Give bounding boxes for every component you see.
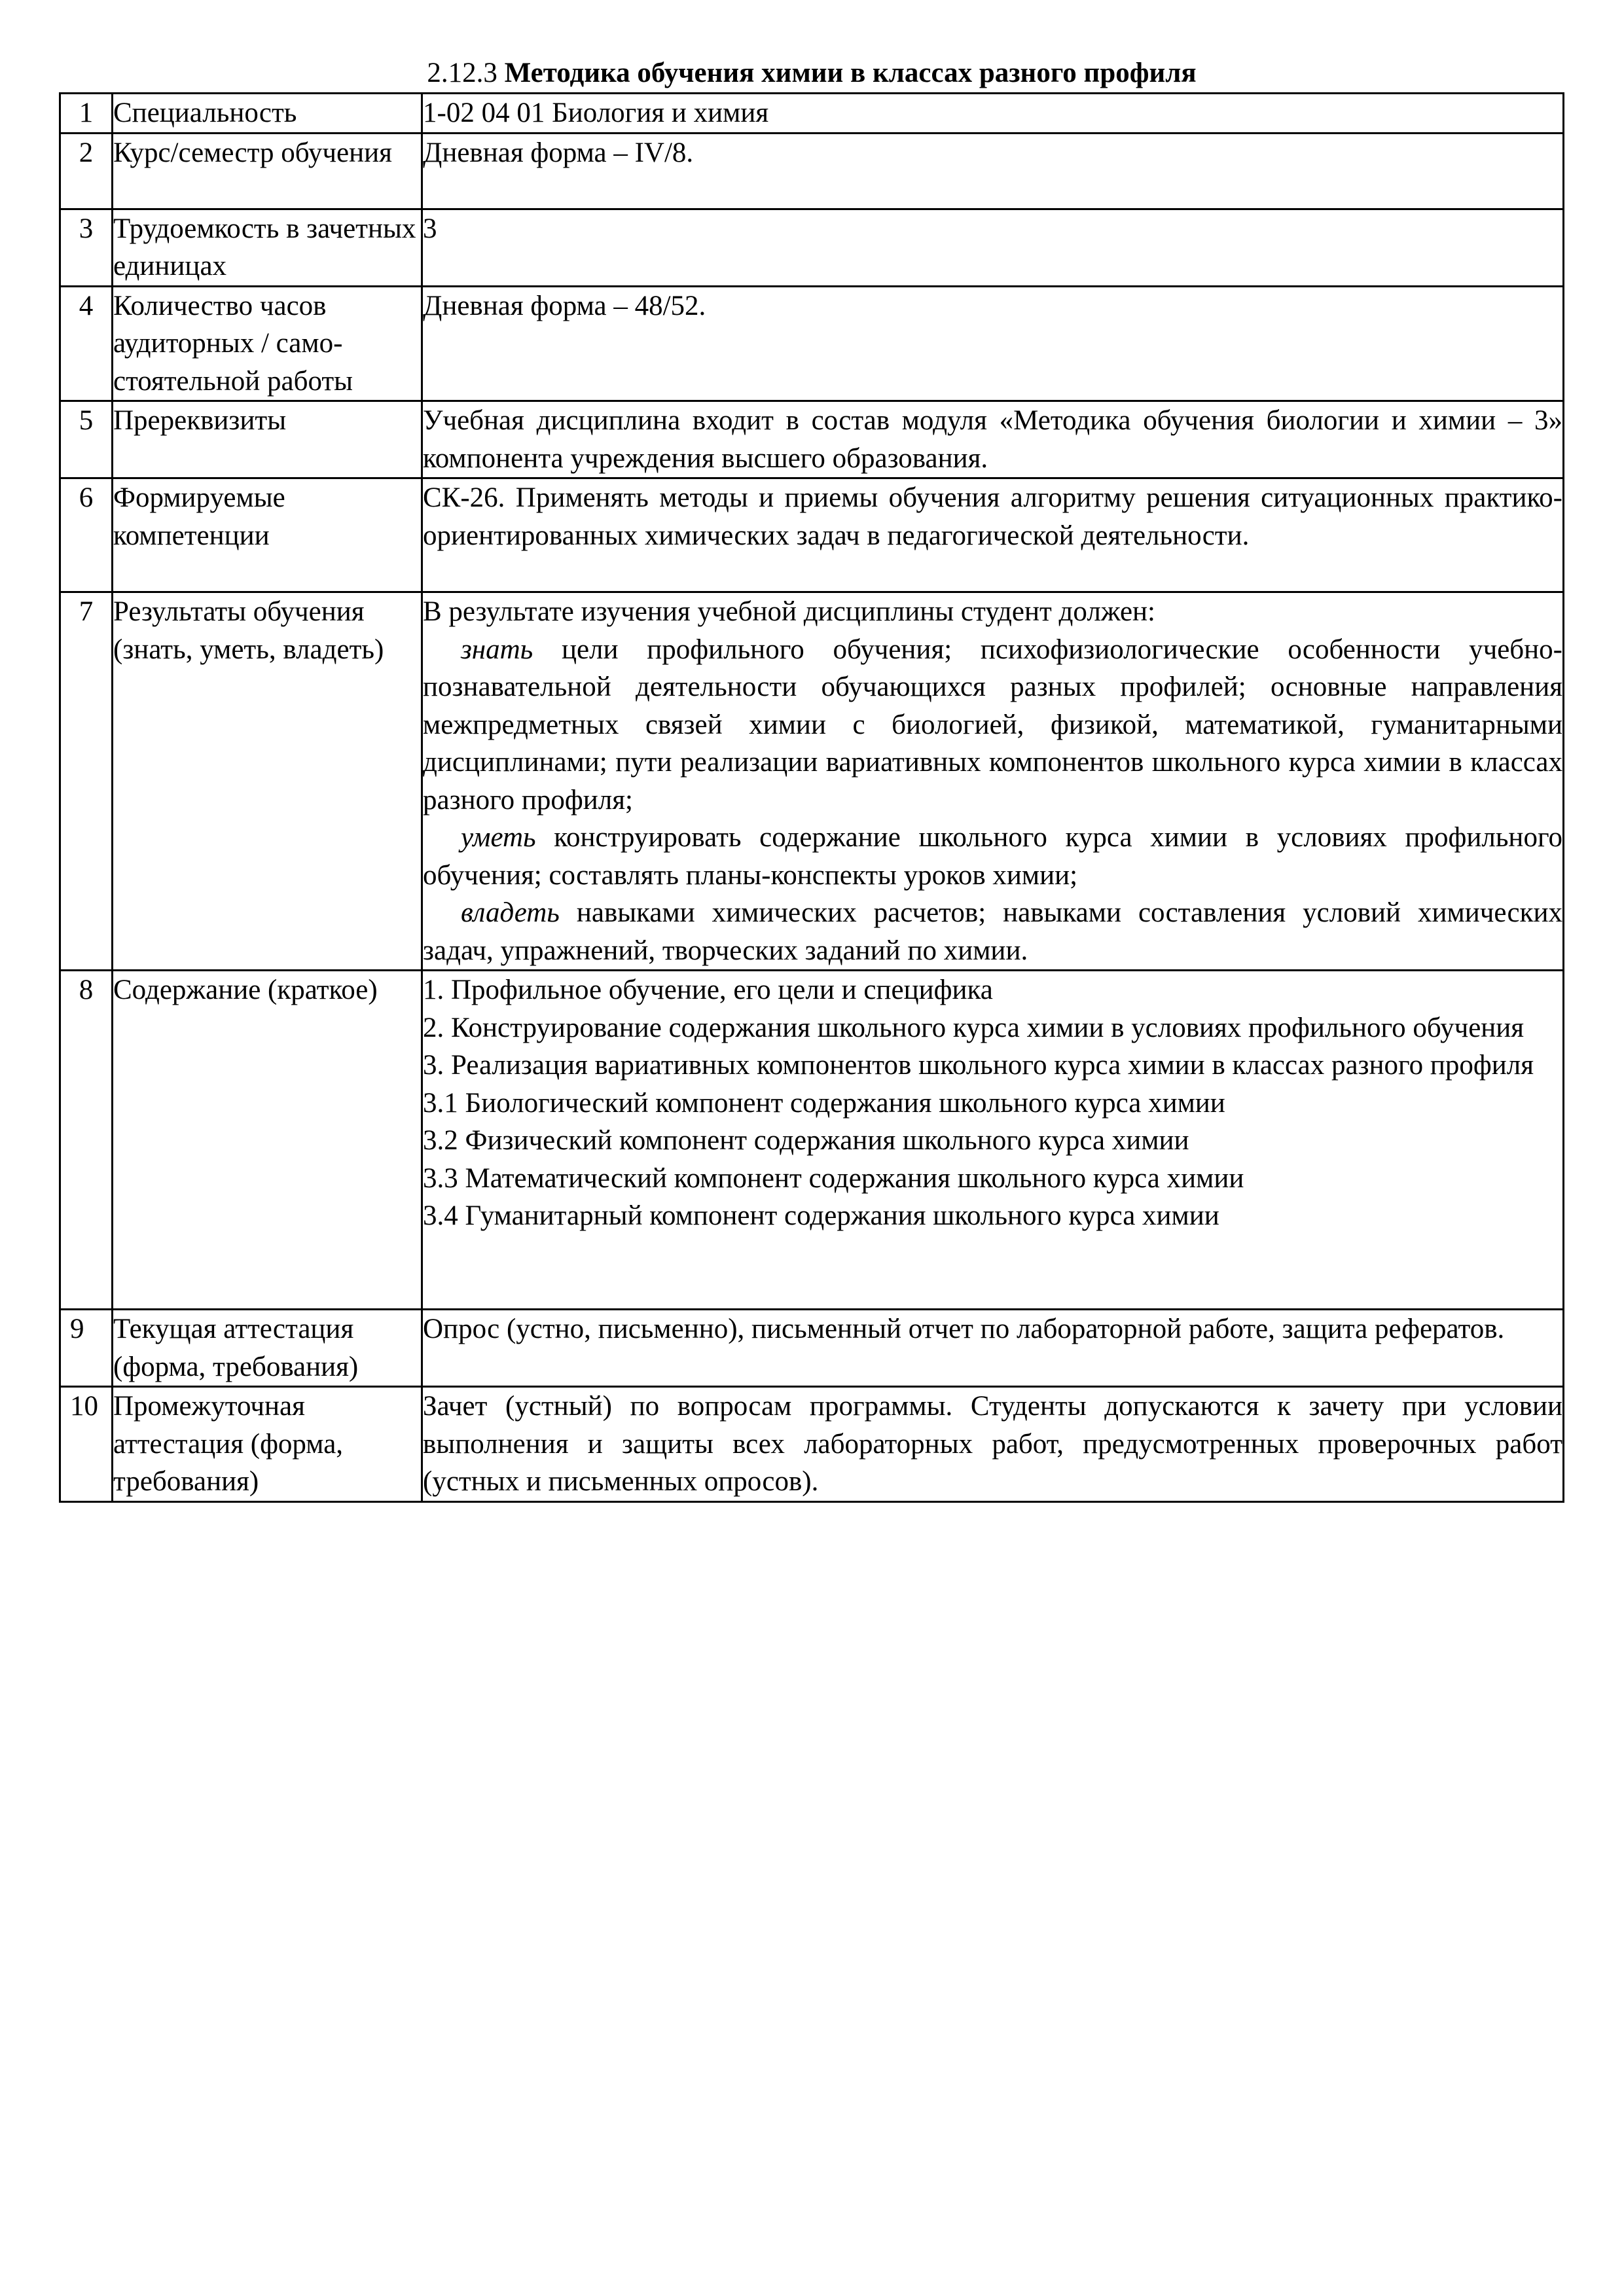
course-info-table — [59, 92, 1564, 1503]
row-label: Результаты обучения (знать, уметь, владеть) — [113, 592, 422, 971]
table-row — [60, 592, 1564, 971]
row-number: 9 — [60, 1310, 113, 1387]
own-text: навыками химических расчетов; навыками составления условий химических задач, упражнений, творческих заданий по химии. — [423, 897, 1563, 966]
own-term: владеть — [461, 897, 560, 928]
learning-outcomes — [422, 592, 1564, 971]
row-value: 3 — [422, 209, 1564, 286]
row-number: 3 — [60, 209, 113, 286]
row-value: Дневная форма – IV/8. — [422, 133, 1564, 209]
outcomes-intro: В результате изучения учебной дисциплины студент должен: — [423, 596, 1156, 627]
row-number: 10 — [60, 1387, 113, 1502]
content-item: 1. Профильное обучение, его цели и специфика — [423, 975, 993, 1005]
row-number: 6 — [60, 478, 113, 592]
can-term: уметь — [461, 822, 536, 853]
row-label: Формируемые компетенции — [113, 478, 422, 592]
content-list — [422, 971, 1564, 1310]
row-value: 1-02 04 01 Биология и химия — [422, 94, 1564, 134]
row-number: 4 — [60, 286, 113, 401]
table-row — [60, 133, 1564, 209]
outcomes-know — [423, 631, 1562, 819]
row-label: Содержание (краткое) — [113, 971, 422, 1310]
row-label: Количество часов аудиторных / само-стоятельной работы — [113, 286, 422, 401]
row-label: Текущая аттестация (форма, требования) — [113, 1310, 422, 1387]
content-item: 2. Конструирование содержания школьного курса химии в условиях профильного обучения — [423, 1012, 1525, 1043]
content-item: 3.3 Математический компонент содержания школьного курса химии — [423, 1162, 1244, 1194]
row-number: 2 — [60, 133, 113, 209]
row-value: Учебная дисциплина входит в состав модуля «Методика обучения биологии и химии – 3» компонента учреждения высшего образования. — [422, 401, 1564, 478]
table-row — [60, 971, 1564, 1310]
table-row — [60, 209, 1564, 286]
row-label: Специальность — [113, 94, 422, 134]
document-title — [59, 54, 1564, 93]
row-number: 8 — [60, 971, 113, 1310]
course-title: Методика обучения химии в классах разного профиля — [504, 58, 1197, 88]
row-label: Промежуточная аттестация (форма, требования) — [113, 1387, 422, 1502]
know-text: цели профильного обучения; психофизиологические особенности учебно-познавательной деятельности обучающихся разных профилей; основные направления межпредметных связей химии с биологией, физикой, математикой, гуманитарными дисциплинами; пути реализации вариативных компонентов школьного курса химии в классах разного профиля; — [423, 634, 1562, 816]
row-label: Трудоемкость в зачетных единицах — [113, 209, 422, 286]
table-row — [60, 1310, 1564, 1387]
section-number: 2.12.3 — [427, 58, 497, 88]
table-row — [60, 286, 1564, 401]
can-text: конструировать содержание школьного курса химии в условиях профильного обучения; составлять планы-конспекты уроков химии; — [423, 822, 1563, 891]
row-number: 5 — [60, 401, 113, 478]
content-item: 3.4 Гуманитарный компонент содержания школьного курса химии — [423, 1200, 1219, 1231]
row-label: Пререквизиты — [113, 401, 422, 478]
table-row — [60, 94, 1564, 134]
row-value: Дневная форма – 48/52. — [422, 286, 1564, 401]
table-row — [60, 478, 1564, 592]
content-item: 3. Реализация вариативных компонентов школьного курса химии в классах разного профиля — [423, 1050, 1534, 1081]
outcomes-can — [423, 819, 1562, 894]
row-number: 1 — [60, 94, 113, 134]
table-row — [60, 401, 1564, 478]
row-value: СК-26. Применять методы и приемы обучения алгоритму решения ситуационных практико-ориентированных химических задач в педагогической деятельности. — [422, 478, 1564, 592]
row-label: Курс/семестр обучения — [113, 133, 422, 209]
row-value: Опрос (устно, письменно), письменный отчет по лабораторной работе, защита рефератов. — [422, 1310, 1564, 1387]
content-item: 3.1 Биологический компонент содержания школьного курса химии — [423, 1087, 1225, 1119]
row-value: Зачет (устный) по вопросам программы. Студенты допускаются к зачету при условии выполнения и защиты всех лабораторных работ, предусмотренных проверочных работ (устных и письменных опросов). — [422, 1387, 1564, 1502]
table-row — [60, 1387, 1564, 1502]
content-item: 3.2 Физический компонент содержания школьного курса химии — [423, 1125, 1189, 1156]
row-number: 7 — [60, 592, 113, 971]
outcomes-own — [423, 894, 1562, 969]
know-term: знать — [461, 634, 533, 665]
